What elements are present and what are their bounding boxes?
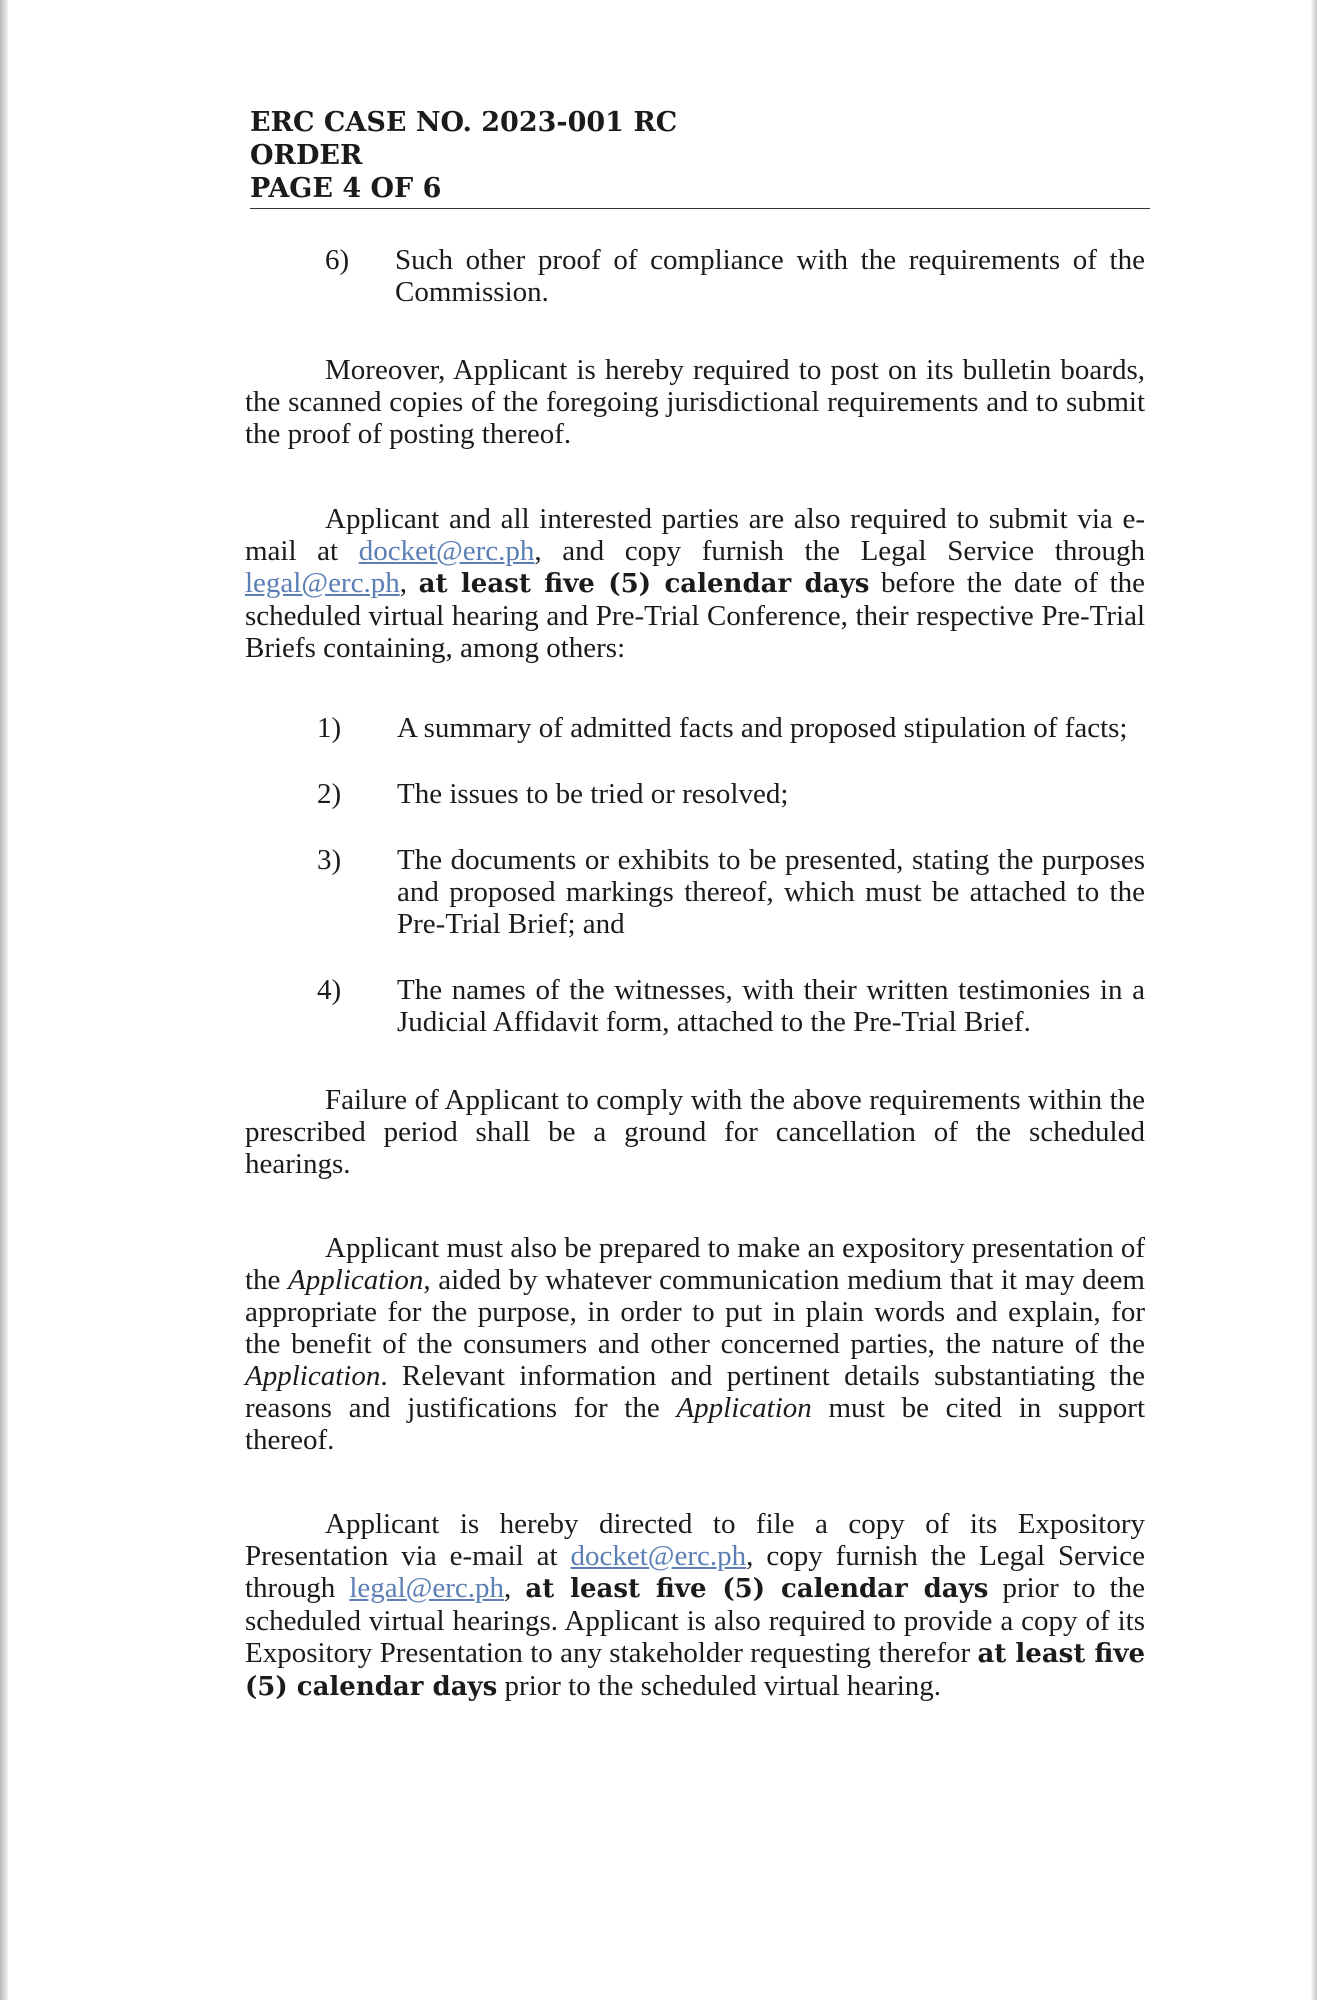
list-item	[317, 712, 1145, 744]
list-item-number: 6)	[325, 244, 350, 276]
list-item	[317, 778, 1145, 810]
docket-email-link[interactable]: docket@erc.ph	[358, 535, 535, 567]
list-item-number: 4)	[317, 974, 342, 1006]
list-item-text: The issues to be tried or resolved;	[397, 778, 789, 810]
list-item	[317, 974, 1145, 1038]
list-item-text: The names of the witnesses, with their written testimonies in a Judicial Affidavit form, attached to the Pre-Trial Brief.	[397, 974, 1145, 1038]
deadline-bold: at least five (5) calendar days	[245, 1639, 1145, 1702]
paragraph-pretrial-briefs: Applicant and all interested parties are also required to submit via e-mail at docket@erc.ph, and copy furnish the Legal Service through legal@erc.ph, at least five (5) calendar days before the date of the scheduled virtual hearing and Pre-Trial Conference, their respective Pre-Trial Briefs containing, among others:	[245, 503, 1146, 664]
legal-email-link[interactable]: legal@erc.ph	[245, 567, 400, 599]
header-rule	[250, 208, 1150, 209]
page-edge-right	[1311, 0, 1317, 2000]
document-body	[245, 244, 1145, 1703]
list-item-text: A summary of admitted facts and proposed stipulation of facts;	[397, 712, 1128, 744]
list-item-text: Such other proof of compliance with the requirements of the Commission.	[395, 244, 1145, 308]
list-item-number: 2)	[317, 778, 342, 810]
pretrial-brief-list	[317, 712, 1145, 1038]
list-item-number: 3)	[317, 844, 342, 876]
document-header	[250, 106, 1150, 205]
paragraph-failure: Failure of Applicant to comply with the above requirements within the prescribed period shall be a ground for cancellation of the scheduled hearings.	[245, 1084, 1145, 1180]
list-item-6	[325, 244, 1145, 308]
deadline-bold: at least five (5) calendar days	[418, 569, 870, 599]
legal-email-link[interactable]: legal@erc.ph	[349, 1572, 505, 1604]
list-item-number: 1)	[317, 712, 342, 744]
deadline-bold: at least five (5) calendar days	[525, 1574, 989, 1604]
document-type: ORDER	[250, 140, 363, 171]
paragraph-file-presentation: Applicant is hereby directed to file a copy of its Expository Presentation via e-mail at docket@erc.ph, copy furnish the Legal Service through legal@erc.ph, at least five (5) calendar days prior to the scheduled virtual hearings. Applicant is also required to provide a copy of its Expository Presentation to any stakeholder requesting therefor at least five (5) calendar days prior to the scheduled virtual hearing.	[245, 1508, 1145, 1702]
case-number: ERC CASE NO. 2023-001 RC	[250, 107, 678, 138]
paragraph-expository: Applicant must also be prepared to make an expository presentation of the Application, aided by whatever communication medium that it may deem appropriate for the purpose, in order to put in plain words and explain, for the benefit of the consumers and other concerned parties, the nature of the Application. Relevant information and pertinent details substantiating the reasons and justifications for the Application must be cited in support thereof.	[245, 1232, 1146, 1456]
paragraph-posting: Moreover, Applicant is hereby required to post on its bulletin boards, the scanned copies of the foregoing jurisdictional requirements and to submit the proof of posting thereof.	[245, 354, 1145, 450]
page-number: PAGE 4 OF 6	[250, 173, 442, 204]
list-item-text: The documents or exhibits to be presented, stating the purposes and proposed markings thereof, which must be attached to the Pre-Trial Brief; and	[397, 844, 1145, 940]
list-item	[317, 844, 1145, 940]
docket-email-link[interactable]: docket@erc.ph	[570, 1540, 747, 1572]
page-edge-left	[0, 0, 8, 2000]
